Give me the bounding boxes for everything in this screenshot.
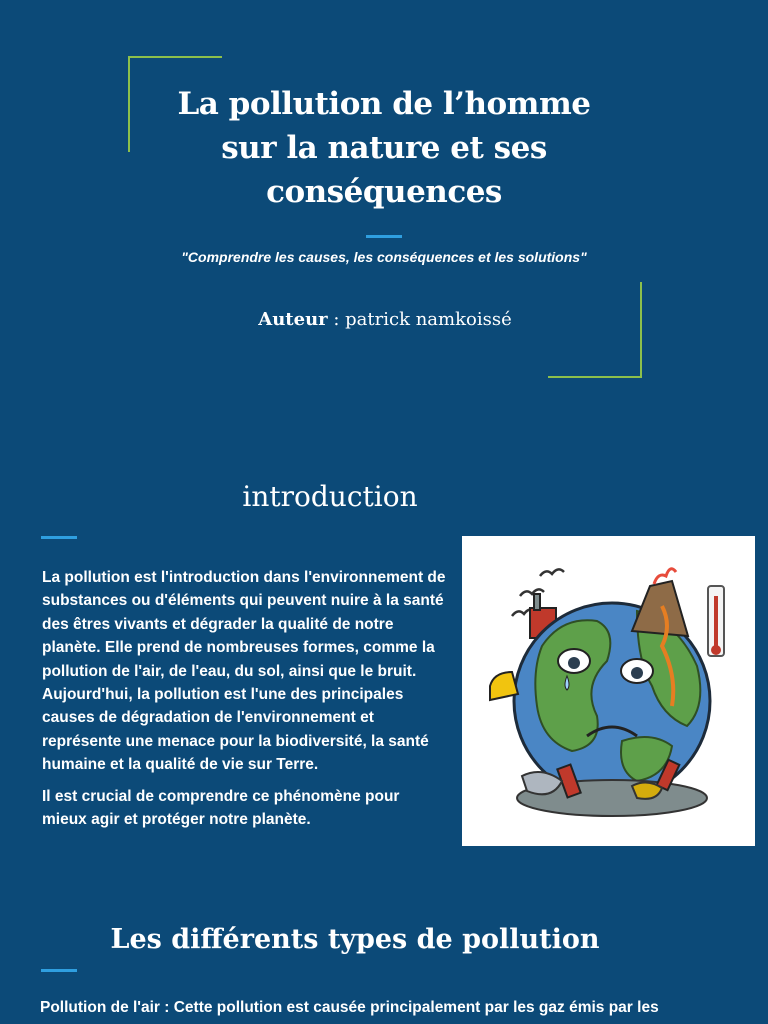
earth-illustration-svg bbox=[462, 536, 755, 846]
author-name: patrick namkoissé bbox=[345, 309, 512, 330]
types-heading: Les différents types de pollution bbox=[110, 924, 600, 955]
introduction-heading: introduction bbox=[242, 480, 418, 513]
title-divider bbox=[366, 235, 402, 238]
author-label: Auteur bbox=[258, 309, 328, 330]
types-divider bbox=[41, 969, 77, 972]
title-line: conséquences bbox=[266, 174, 502, 210]
title-frame-bottom-right bbox=[548, 282, 642, 378]
author-line bbox=[150, 309, 620, 330]
page-title bbox=[140, 82, 628, 214]
title-line: sur la nature et ses bbox=[221, 130, 547, 166]
sad-polluted-earth-illustration bbox=[462, 536, 755, 846]
page-subtitle: "Comprendre les causes, les conséquences et les solutions" bbox=[181, 249, 587, 265]
author-separator: : bbox=[327, 309, 346, 330]
introduction-paragraph: Il est crucial de comprendre ce phénomène pour mieux agir et protéger notre planète. bbox=[42, 787, 400, 829]
introduction-divider bbox=[41, 536, 77, 539]
air-pollution-text: Pollution de l'air : Cette pollution est causée principalement par les gaz émis par les bbox=[40, 999, 659, 1016]
title-line: La pollution de l’homme bbox=[177, 86, 591, 122]
introduction-text bbox=[42, 566, 447, 839]
introduction-paragraph: La pollution est l'introduction dans l'environnement de substances ou d'éléments qui peuvent nuire à la santé des êtres vivants et dégrader la qualité de notre planète. Elle prend de nombreuses formes, comme la pollution de l'air, de l'eau, du sol, ainsi que le bruit. Aujourd'hui, la pollution est l'une des principales causes de dégradation de l'environnement et représente une menace pour la biodiversité, la santé humaine et la qualité de vie sur Terre. bbox=[42, 569, 446, 774]
